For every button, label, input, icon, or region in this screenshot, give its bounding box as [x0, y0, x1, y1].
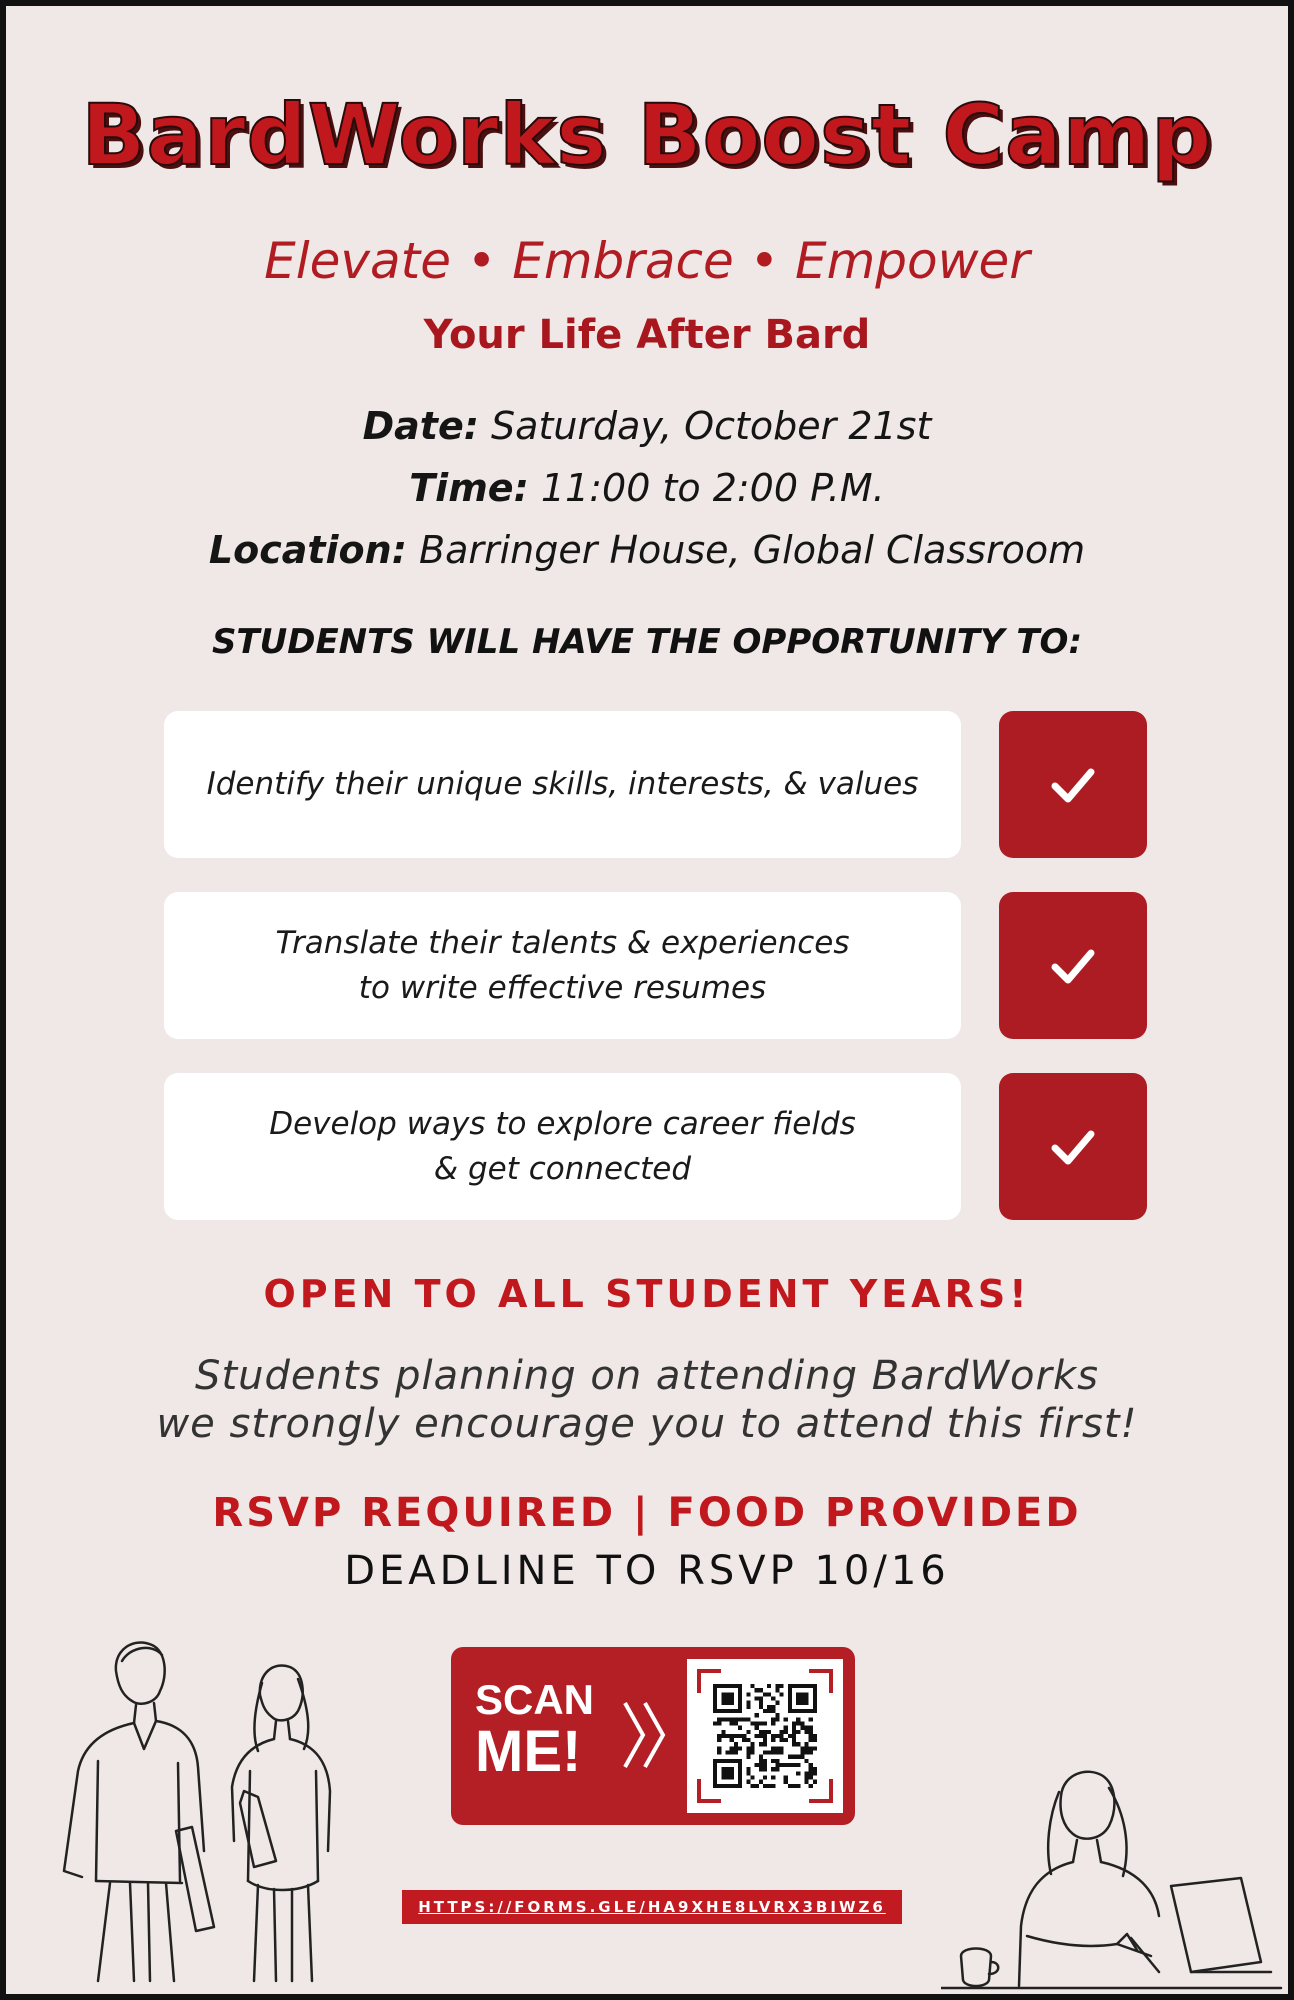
opportunity-text: to write effective resumes — [358, 969, 767, 1006]
scan-label — [475, 1676, 595, 1784]
people-walking-illustration — [36, 1631, 366, 1996]
opportunity-heading: STUDENTS WILL HAVE THE OPPORTUNITY TO: — [211, 622, 1083, 662]
qr-code — [713, 1684, 817, 1788]
time-label: Time: — [409, 466, 529, 510]
tagline: Elevate • Embrace • Empower — [264, 232, 1030, 290]
location-label: Location: — [208, 528, 407, 572]
opportunity-text: Translate their talents & experiences — [275, 924, 850, 961]
qr-panel — [687, 1659, 843, 1813]
scan-line-2: ME! — [475, 1719, 582, 1784]
check-box — [999, 892, 1147, 1039]
time-value: 11:00 to 2:00 P.M. — [540, 466, 885, 510]
opportunity-item-1 — [164, 711, 961, 858]
time-line — [6, 466, 1288, 510]
opportunity-text: Develop ways to explore career fields — [269, 1105, 856, 1142]
poster-title: BardWorks Boost Camp — [81, 86, 1213, 184]
opportunity-text: Identify their unique skills, interests, & values — [206, 766, 919, 802]
location-line — [6, 528, 1288, 572]
deadline-line: DEADLINE TO RSVP 10/16 — [344, 1548, 950, 1594]
rsvp-line: RSVP REQUIRED | FOOD PROVIDED — [212, 1490, 1082, 1536]
date-line — [6, 404, 1288, 448]
date-label: Date: — [362, 404, 479, 448]
opportunity-item-3 — [164, 1073, 961, 1220]
encourage-text — [6, 1352, 1288, 1448]
encourage-line: Students planning on attending BardWorks — [195, 1353, 1099, 1399]
encourage-line: we strongly encourage you to attend this first! — [156, 1401, 1138, 1447]
check-box — [999, 1073, 1147, 1220]
scan-line-1: SCAN — [475, 1676, 595, 1723]
subtitle: Your Life After Bard — [423, 312, 871, 358]
opportunity-item-2 — [164, 892, 961, 1039]
opportunity-text: & get connected — [433, 1150, 692, 1187]
check-icon — [1045, 1119, 1101, 1175]
location-value: Barringer House, Global Classroom — [419, 528, 1086, 572]
scan-me-badge[interactable] — [451, 1647, 855, 1825]
date-value: Saturday, October 21st — [491, 404, 932, 448]
double-chevron-icon — [619, 1697, 673, 1773]
check-icon — [1045, 938, 1101, 994]
rsvp-url-link[interactable]: HTTPS://FORMS.GLE/HA9XHE8LVRX3BIWZ6 — [402, 1890, 902, 1924]
open-heading: OPEN TO ALL STUDENT YEARS! — [263, 1272, 1031, 1316]
check-icon — [1045, 757, 1101, 813]
woman-laptop-illustration — [941, 1766, 1286, 1994]
check-box — [999, 711, 1147, 858]
